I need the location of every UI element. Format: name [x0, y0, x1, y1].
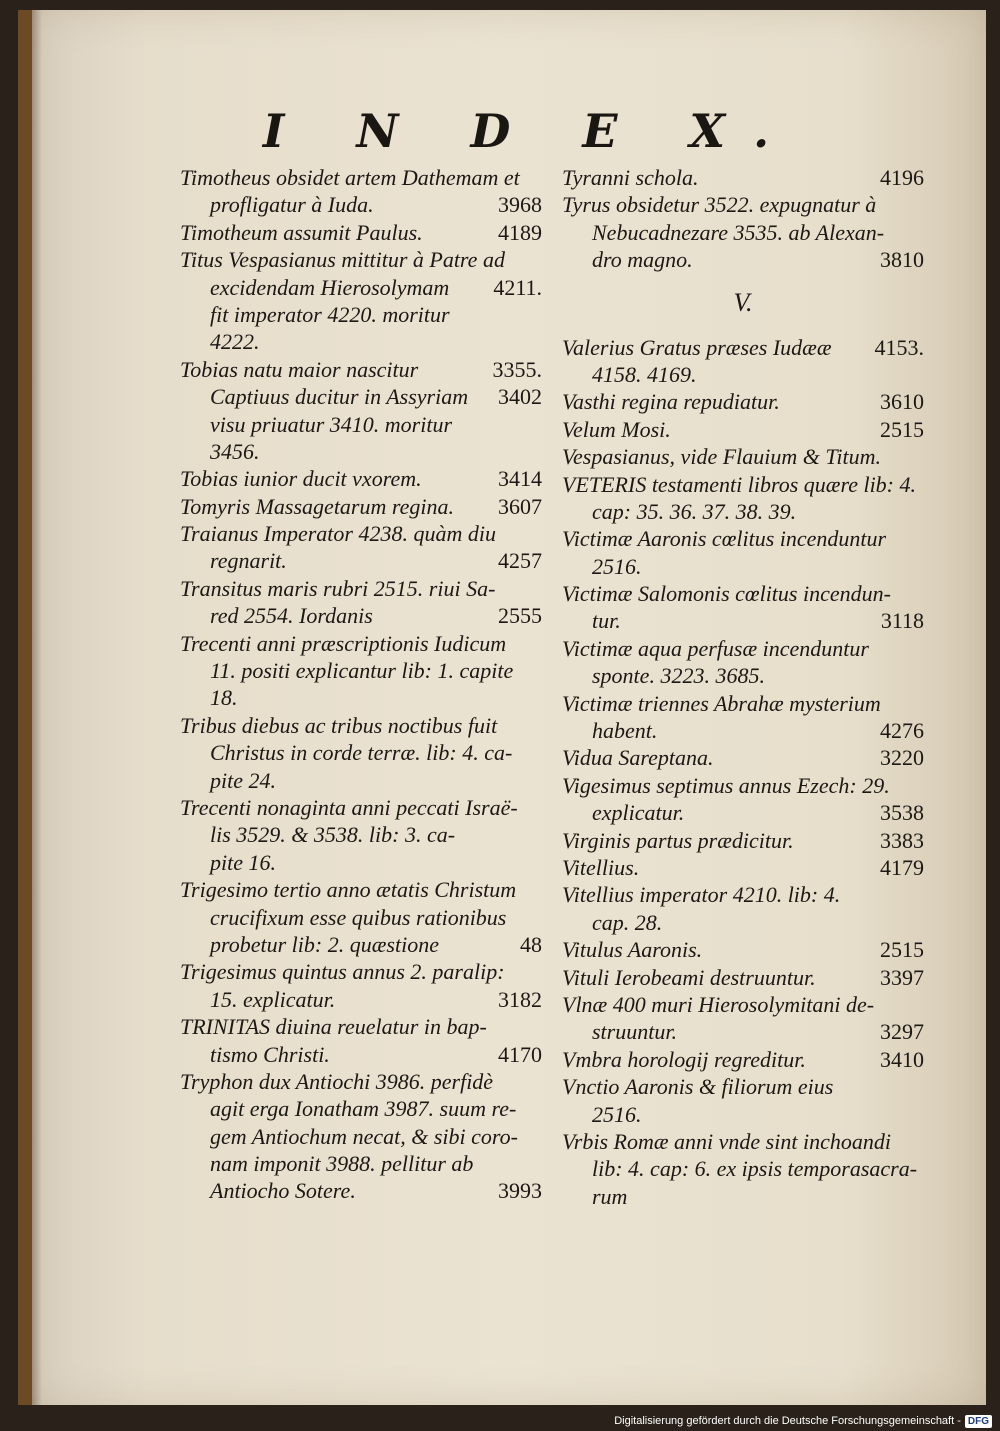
- entry-text: sponte. 3223. 3685.: [592, 663, 765, 689]
- dfg-logo-icon: DFG: [965, 1415, 992, 1428]
- index-entry-line: [180, 712, 542, 739]
- index-entry-line: [562, 219, 924, 246]
- index-entry-line: [180, 328, 542, 355]
- index-column-left: [180, 164, 542, 1205]
- entry-text: cap: 35. 36. 37. 38. 39.: [592, 498, 797, 524]
- entry-text: Vitellius.: [562, 854, 640, 880]
- entry-text: 3456.: [210, 438, 260, 464]
- index-entry-line: [180, 246, 542, 273]
- entry-text: Trigesimus quintus annus 2. paralip:: [180, 959, 505, 985]
- entry-text: Transitus maris rubri 2515. riui Sa-: [180, 575, 496, 601]
- index-entry-line: [562, 936, 924, 963]
- spine-shadow: [32, 10, 42, 1405]
- entry-text: visu priuatur 3410. moritur: [210, 411, 453, 437]
- entry-text: Tyrus obsidetur 3522. expugnatur à: [562, 192, 877, 218]
- index-entry-line: [562, 498, 924, 525]
- index-entry: [562, 854, 924, 881]
- index-entry: [562, 964, 924, 991]
- index-entry-line: [562, 827, 924, 854]
- entry-year: 4257: [498, 548, 542, 574]
- index-entry-line: [180, 849, 542, 876]
- entry-text: Antiocho Sotere.: [210, 1178, 356, 1204]
- entry-year: 3410: [880, 1046, 924, 1072]
- index-entry: [180, 493, 542, 520]
- entry-text: dro magno.: [592, 247, 693, 273]
- entry-text: 15. explicatur.: [210, 986, 336, 1012]
- index-entry: [562, 525, 924, 580]
- entry-year: 3607: [498, 493, 542, 519]
- index-entry-line: [180, 164, 542, 191]
- index-entry-line: [180, 520, 542, 547]
- index-entry-line: [180, 383, 542, 410]
- index-entry: [562, 164, 924, 191]
- section-letter-v: V.: [733, 287, 753, 317]
- entry-year: 3402: [498, 384, 542, 410]
- index-entry-line: [562, 717, 924, 744]
- entry-text: struuntur.: [592, 1019, 677, 1045]
- entry-text: habent.: [592, 718, 658, 744]
- index-entry-line: [562, 909, 924, 936]
- index-entry: [562, 443, 924, 470]
- index-entry-line: [180, 1095, 542, 1122]
- entry-text: VETERIS testamenti libros quære lib: 4.: [562, 471, 917, 497]
- index-entry: [562, 580, 924, 635]
- index-entry: [562, 991, 924, 1046]
- entry-text: Vitulus Aaronis.: [562, 937, 703, 963]
- index-entry-line: [180, 1123, 542, 1150]
- index-entry-line: [180, 465, 542, 492]
- entry-text: TRINITAS diuina reuelatur in bap-: [180, 1014, 487, 1040]
- index-entry: [562, 881, 924, 936]
- entry-text: pite 16.: [210, 849, 276, 875]
- index-entry-line: [562, 1046, 924, 1073]
- index-entry-line: [180, 438, 542, 465]
- index-entry: [180, 876, 542, 958]
- index-entry-line: [562, 525, 924, 552]
- index-entry-line: [180, 794, 542, 821]
- entry-text: profligatur à Iuda.: [210, 192, 374, 218]
- entry-year: 2515: [880, 416, 924, 442]
- index-entry: [562, 416, 924, 443]
- index-entry: [562, 388, 924, 415]
- index-entry: [180, 219, 542, 246]
- entry-text: Vespasianus, vide Flauium & Titum.: [562, 444, 881, 470]
- index-entries-v: [562, 334, 924, 1211]
- index-entry-line: [562, 191, 924, 218]
- entry-text: Vrbis Romæ anni vnde sint inchoandi: [562, 1128, 891, 1154]
- index-entry-line: [562, 471, 924, 498]
- entry-year: 3297: [880, 1019, 924, 1045]
- entry-text: 2516.: [592, 1101, 642, 1127]
- index-entry-line: [562, 799, 924, 826]
- entry-text: Victimæ Aaronis cœlitus incenduntur: [562, 526, 887, 552]
- index-entry-line: [180, 630, 542, 657]
- index-entry-line: [562, 1101, 924, 1128]
- index-entry: [562, 772, 924, 827]
- entry-text: Victimæ triennes Abrahæ mysterium: [562, 690, 881, 716]
- entry-text: Titus Vespasianus mittitur à Patre ad: [180, 247, 505, 273]
- index-entry-line: [180, 767, 542, 794]
- index-entry: [180, 356, 542, 466]
- entry-year: 4211.: [493, 274, 542, 300]
- index-entry-line: [562, 1018, 924, 1045]
- entry-year: 3397: [880, 964, 924, 990]
- index-entry-line: [562, 443, 924, 470]
- entry-text: Traianus Imperator 4238. quàm diu: [180, 521, 496, 547]
- index-entry-line: [180, 904, 542, 931]
- index-entry-line: [180, 602, 542, 629]
- index-entries-t: [562, 164, 924, 274]
- index-entry-line: [562, 964, 924, 991]
- index-entry: [562, 635, 924, 690]
- index-entry: [562, 936, 924, 963]
- index-entry: [180, 1068, 542, 1205]
- entry-text: 18.: [210, 685, 238, 711]
- entry-text: Trecenti nonaginta anni peccati Israë-: [180, 794, 518, 820]
- index-entry-line: [562, 580, 924, 607]
- entry-text: Velum Mosi.: [562, 416, 671, 442]
- entry-year: 4170: [498, 1041, 542, 1067]
- entry-year: 48: [520, 931, 542, 957]
- entry-text: crucifixum esse quibus rationibus: [210, 904, 507, 930]
- index-entry-line: [562, 388, 924, 415]
- entry-text: 4222.: [210, 329, 260, 355]
- page-heading: I N D E X.: [262, 104, 798, 158]
- index-entry-line: [180, 191, 542, 218]
- index-entry: [180, 575, 542, 630]
- entry-text: Tobias iunior ducit vxorem.: [180, 466, 422, 492]
- index-entry-line: [180, 931, 542, 958]
- entry-year: 4179: [880, 854, 924, 880]
- entry-text: Victimæ aqua perfusæ incenduntur: [562, 635, 869, 661]
- entry-text: Vitellius imperator 4210. lib: 4.: [562, 882, 841, 908]
- index-entry-line: [180, 1177, 542, 1204]
- entry-text: rum: [592, 1183, 628, 1209]
- index-entry: [562, 1073, 924, 1128]
- entry-text: Trecenti anni præscriptionis Iudicum: [180, 630, 507, 656]
- index-entry: [562, 471, 924, 526]
- entry-year: 3810: [880, 247, 924, 273]
- index-entry-line: [180, 821, 542, 848]
- entry-text: excidendam Hierosolymam: [210, 274, 450, 300]
- entry-text: 4158. 4169.: [592, 361, 697, 387]
- index-entry-line: [562, 635, 924, 662]
- entry-text: red 2554. Iordanis: [210, 603, 373, 629]
- entry-text: Vasthi regina repudiatur.: [562, 389, 780, 415]
- digitization-footer: [614, 1413, 992, 1429]
- index-entry-line: [562, 1155, 924, 1182]
- entry-text: Virginis partus prædicitur.: [562, 827, 794, 853]
- entry-text: gem Antiochum necat, & sibi coro-: [210, 1123, 518, 1149]
- index-entry-line: [562, 744, 924, 771]
- index-entry-line: [562, 772, 924, 799]
- entry-year: 3968: [498, 192, 542, 218]
- entry-year: 3610: [880, 389, 924, 415]
- entry-year: 3538: [880, 800, 924, 826]
- entry-text: Vituli Ierobeami destruuntur.: [562, 964, 816, 990]
- index-entry-line: [562, 1128, 924, 1155]
- index-entry-line: [562, 1183, 924, 1210]
- index-entry-line: [180, 493, 542, 520]
- entry-text: nam imponit 3988. pellitur ab: [210, 1151, 474, 1177]
- entry-text: Vmbra horologij regreditur.: [562, 1046, 806, 1072]
- index-entry-line: [562, 361, 924, 388]
- index-entry-line: [180, 958, 542, 985]
- entry-year: 3118: [880, 608, 924, 634]
- entry-text: Christus in corde terræ. lib: 4. ca-: [210, 740, 513, 766]
- entry-year: 3383: [880, 827, 924, 853]
- entry-text: 2516.: [592, 553, 642, 579]
- index-entry: [562, 1046, 924, 1073]
- index-entry: [562, 191, 924, 273]
- index-entry: [180, 465, 542, 492]
- index-entry-line: [562, 553, 924, 580]
- index-entry-line: [180, 657, 542, 684]
- index-entry: [180, 246, 542, 356]
- entry-text: agit erga Ionatham 3987. suum re-: [210, 1096, 517, 1122]
- index-entry-line: [180, 1150, 542, 1177]
- entry-text: 11. positi explicantur lib: 1. capite: [210, 658, 514, 684]
- index-entry: [180, 712, 542, 794]
- entry-text: Valerius Gratus præses Iudææ: [562, 334, 832, 360]
- index-entry: [562, 744, 924, 771]
- index-entry-line: [180, 739, 542, 766]
- entry-text: fit imperator 4220. moritur: [210, 301, 450, 327]
- index-entry: [180, 958, 542, 1013]
- entry-year: 4189: [498, 219, 542, 245]
- entry-text: Tyranni schola.: [562, 165, 699, 190]
- entry-text: pite 24.: [210, 767, 276, 793]
- index-entry-line: [180, 1068, 542, 1095]
- entry-text: Trigesimo tertio anno ætatis Christum: [180, 877, 517, 903]
- index-entry-line: [562, 334, 924, 361]
- entry-text: Victimæ Salomonis cœlitus incendun-: [562, 581, 891, 607]
- entry-text: probetur lib: 2. quæstione: [210, 931, 439, 957]
- index-entry-line: [562, 662, 924, 689]
- entry-text: Tryphon dux Antiochi 3986. perfidè: [180, 1068, 494, 1094]
- index-entry: [180, 164, 542, 219]
- index-column-right: [562, 164, 924, 1210]
- entry-year: 4276: [880, 718, 924, 744]
- entry-text: Vnctio Aaronis & filiorum eius: [562, 1074, 834, 1100]
- index-entry-line: [180, 986, 542, 1013]
- index-entry-line: [180, 547, 542, 574]
- entry-year: 3220: [880, 745, 924, 771]
- entry-year: 4196: [880, 165, 924, 190]
- entry-text: Tribus diebus ac tribus noctibus fuit: [180, 712, 498, 738]
- index-entry: [562, 1128, 924, 1210]
- index-entry-line: [180, 219, 542, 246]
- entry-text: Timotheus obsidet artem Dathemam et: [180, 165, 520, 190]
- index-entry-line: [180, 301, 542, 328]
- entry-text: tismo Christi.: [210, 1041, 330, 1067]
- index-entry: [180, 630, 542, 712]
- index-entry: [562, 690, 924, 745]
- index-entry-line: [180, 876, 542, 903]
- entry-year: 3993: [498, 1178, 542, 1204]
- footer-credit: Digitalisierung gefördert durch die Deutsche Forschungsgemeinschaft -: [614, 1415, 961, 1427]
- index-entry: [562, 334, 924, 389]
- entry-text: lib: 4. cap: 6. ex ipsis temporasacra-: [592, 1156, 918, 1182]
- index-entry-line: [562, 854, 924, 881]
- entry-text: cap. 28.: [592, 909, 663, 935]
- index-entry: [562, 827, 924, 854]
- entry-text: regnarit.: [210, 548, 287, 574]
- index-entry-line: [180, 356, 542, 383]
- entry-text: explicatur.: [592, 800, 685, 826]
- entry-text: tur.: [592, 608, 621, 634]
- index-entry-line: [180, 1041, 542, 1068]
- entry-text: Captiuus ducitur in Assyriam: [210, 384, 469, 410]
- entry-text: Tomyris Massagetarum regina.: [180, 493, 455, 519]
- index-entry-line: [180, 274, 542, 301]
- entry-text: Nebucadnezare 3535. ab Alexan-: [592, 219, 885, 245]
- entry-text: Vigesimus septimus annus Ezech: 29.: [562, 772, 890, 798]
- entry-text: Tobias natu maior nascitur: [180, 356, 419, 382]
- index-entry: [180, 1013, 542, 1068]
- entry-year: 2555: [498, 603, 542, 629]
- index-entry-line: [562, 690, 924, 717]
- index-entry-line: [180, 411, 542, 438]
- index-entry-line: [180, 1013, 542, 1040]
- entry-text: Vidua Sareptana.: [562, 745, 714, 771]
- entry-text: lis 3529. & 3538. lib: 3. ca-: [210, 822, 456, 848]
- index-entry-line: [562, 991, 924, 1018]
- entry-text: Timotheum assumit Paulus.: [180, 219, 423, 245]
- index-entry-line: [180, 684, 542, 711]
- entry-year: 3355.: [492, 356, 542, 382]
- index-entry-line: [562, 607, 924, 634]
- entry-year: 3182: [498, 986, 542, 1012]
- entry-year: 3414: [498, 466, 542, 492]
- index-entry-line: [562, 1073, 924, 1100]
- index-entry-line: [562, 246, 924, 273]
- index-entry-line: [180, 575, 542, 602]
- index-entry-line: [562, 881, 924, 908]
- index-entry: [180, 794, 542, 876]
- entry-year: 2515: [880, 937, 924, 963]
- index-entry-line: [562, 416, 924, 443]
- index-entry: [180, 520, 542, 575]
- entry-text: Vlnæ 400 muri Hierosolymitani de-: [562, 991, 875, 1017]
- index-entry-line: [562, 164, 924, 191]
- entry-year: 4153.: [874, 334, 924, 360]
